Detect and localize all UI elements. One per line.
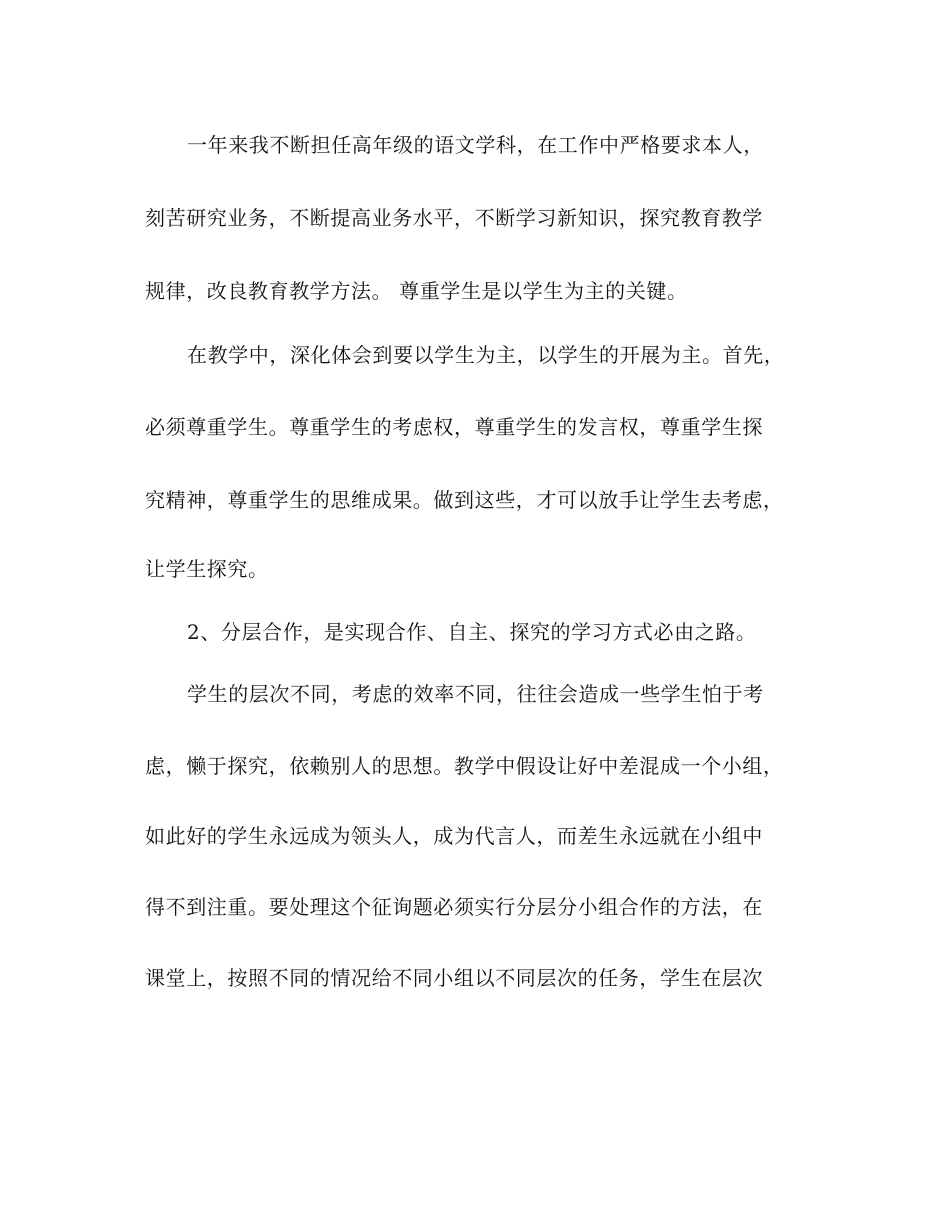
text-line: 2、分层合作，是实现合作、自主、探究的学习方式必由之路。 bbox=[187, 620, 757, 644]
text-line: 得不到注重。要处理这个征询题必须实行分层分小组合作的方法，在 bbox=[145, 895, 763, 919]
text-line: 刻苦研究业务，不断提高业务水平，不断学习新知识，探究教育教学 bbox=[145, 206, 763, 230]
text-line: 虑，懒于探究，依赖别人的思想。教学中假设让好中差混成一个小组， bbox=[145, 754, 784, 778]
text-line: 如此好的学生永远成为领头人，成为代言人，而差生永远就在小组中 bbox=[145, 824, 763, 848]
text-line: 规律，改良教育教学方法。 尊重学生是以学生为主的关键。 bbox=[145, 279, 688, 303]
text-line: 一年来我不断担任高年级的语文学科，在工作中严格要求本人， bbox=[187, 133, 764, 157]
text-line: 课堂上，按照不同的情况给不同小组以不同层次的任务，学生在层次 bbox=[145, 966, 763, 990]
text-line: 学生的层次不同，考虑的效率不同，往往会造成一些学生怕于考 bbox=[187, 682, 764, 706]
text-line: 必须尊重学生。尊重学生的考虑权，尊重学生的发言权，尊重学生探 bbox=[145, 415, 763, 439]
text-line: 让学生探究。 bbox=[145, 557, 269, 581]
text-line: 究精神，尊重学生的思维成果。做到这些，才可以放手让学生去考虑， bbox=[145, 488, 784, 512]
text-line: 在教学中，深化体会到要以学生为主，以学生的开展为主。首先， bbox=[187, 343, 785, 367]
